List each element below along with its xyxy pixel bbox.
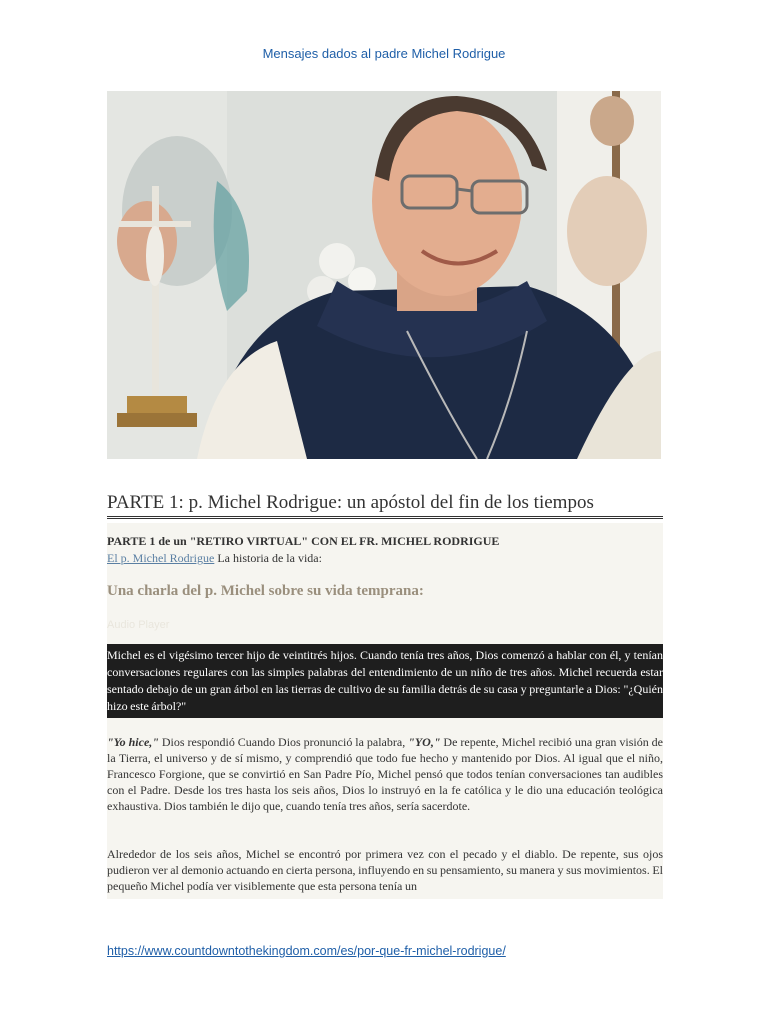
quote-yo-hice: "Yo hice," <box>107 735 159 749</box>
paragraph-2: Alrededor de los seis años, Michel se encontró por primera vez con el pecado y el diablo. De repente, sus ojos pudieron ver al demonio actuando en cierta persona, influyendo en su pensamiento, su manera y sus movimientos. El pequeño Michel podía ver visiblemente que esta persona tenía un <box>107 847 663 893</box>
highlight-block <box>107 644 663 718</box>
paragraph-1-text-b: De repente, Michel recibió una gran visión de la Tierra, el universo y de sí mismo, y comprendió que todo fue hecho y mantenido por Dios. Al igual que el niño, Francesco Forgione, que se convirtió en San Padre Pío, Michel pensó que todos tenían conversaciones tan audibles con el Padre. Desde los tres hasta los seis años, Dios lo instruyó en la fe católica y le dio una educación teológica exhaustiva. Dios también le dijo que, cuando tenía tres años, sería sacerdote. <box>107 735 663 813</box>
page-header: Mensajes dados al padre Michel Rodrigue <box>262 46 506 61</box>
audio-player-label: Audio Player <box>107 619 170 631</box>
history-link[interactable]: El p. Michel Rodrigue <box>107 551 215 565</box>
article-title: PARTE 1: p. Michel Rodrigue: un apóstol del fin de los tiempos <box>107 492 663 519</box>
history-label: La historia de la vida: <box>214 551 322 565</box>
source-url-link[interactable]: https://www.countdowntothekingdom.com/es/por-que-fr-michel-rodrigue/ <box>107 944 506 958</box>
paragraph-1 <box>107 734 663 814</box>
paragraph-1-text-a: Dios respondió Cuando Dios pronunció la palabra, <box>158 735 409 749</box>
quote-yo: "YO," <box>408 735 441 749</box>
article-subtitle: PARTE 1 de un "RETIRO VIRTUAL" CON EL FR. MICHEL RODRIGUE <box>107 534 500 548</box>
article-body <box>107 523 663 899</box>
portrait-photo <box>107 91 661 459</box>
highlight-paragraph: Michel es el vigésimo tercer hijo de veintitrés hijos. Cuando tenía tres años, Dios comenzó a hablar con él, y tenían conversaciones regulares con las simples palabras del entendimiento de un niño de tres años. Michel recuerda estar sentado debajo de un gran árbol en las tierras de cultivo de su familia detrás de su casa y preguntarle a Dios: "¿Quién hizo este árbol?" <box>107 648 663 713</box>
history-line <box>107 551 322 566</box>
section-heading: Una charla del p. Michel sobre su vida temprana: <box>107 583 424 599</box>
